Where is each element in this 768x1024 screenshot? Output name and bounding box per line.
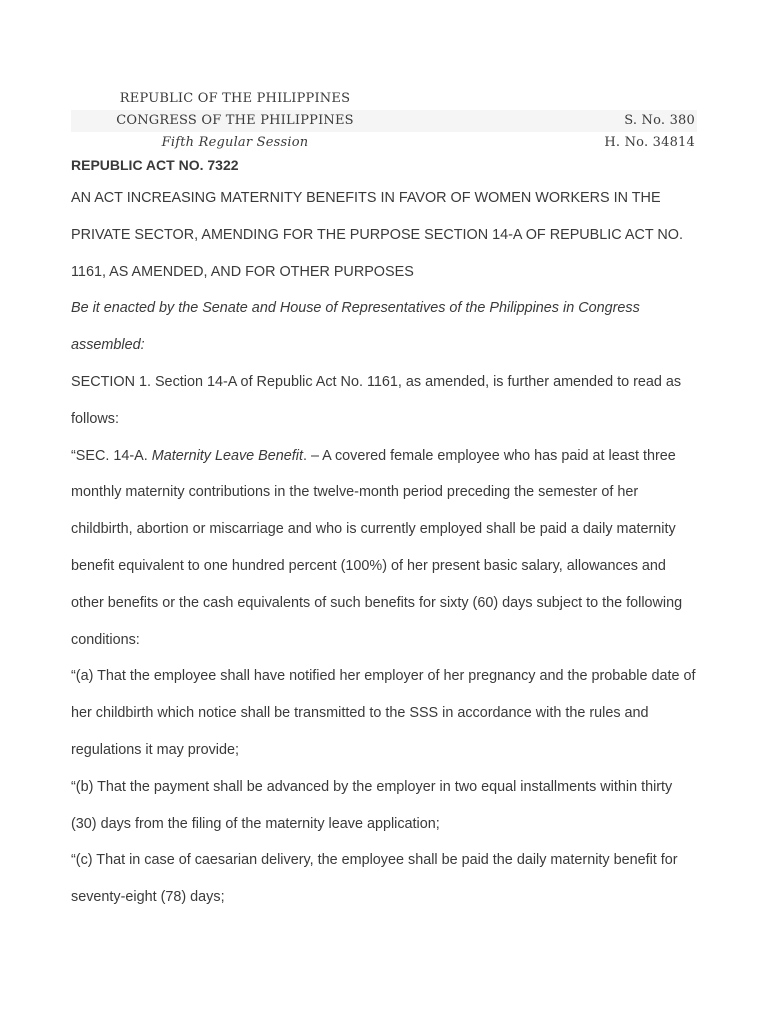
act-number: REPUBLIC ACT NO. 7322: [71, 157, 239, 173]
enacting-clause: Be it enacted by the Senate and House of Representatives of the Philippines in Congress assembled:: [71, 300, 640, 354]
senate-bill-number: S. No. 380: [624, 113, 695, 128]
header-republic: REPUBLIC OF THE PHILIPPINES: [119, 91, 351, 106]
condition-a: “(a) That the employee shall have notified her employer of her pregnancy and the probable date of her childbirth which notice shall be transmitted to the SSS in accordance with the rules and regulations it may provide;: [71, 668, 696, 758]
condition-b: “(b) That the payment shall be advanced by the employer in two equal installments within thirty (30) days from the filing of the maternity leave application;: [71, 778, 673, 832]
section-14a-body: . – A covered female employee who has paid at least three monthly maternity contributions in the twelve-month period preceding the semester of her childbirth, abortion or miscarriage and who is currently employed shall be paid a daily maternity benefit equivalent to one hundred percent (100%) of her present basic salary, allowances and other benefits or the cash equivalents of such benefits for sixty (60) days subject to the following conditions:: [71, 447, 683, 648]
section-1: SECTION 1. Section 14-A of Republic Act No. 1161, as amended, is further amended to read as follows:: [71, 373, 682, 427]
section-14a-prefix: “SEC. 14-A.: [71, 447, 152, 464]
condition-c: “(c) That in case of caesarian delivery, the employee shall be paid the daily maternity benefit for seventy-eight (78) days;: [71, 852, 678, 906]
document-page: [71, 88, 697, 916]
act-title: AN ACT INCREASING MATERNITY BENEFITS IN FAVOR OF WOMEN WORKERS IN THE PRIVATE SECTOR, AMENDING FOR THE PURPOSE SECTION 14-A OF REPUBLIC ACT NO. 1161, AS AMENDED, AND FOR OTHER PURPOSES: [71, 190, 683, 280]
header-republic-row: [71, 88, 697, 110]
house-bill-number: H. No. 34814: [604, 135, 695, 150]
header-congress-row: [71, 110, 697, 132]
header-session-row: [71, 132, 697, 154]
header-congress: CONGRESS OF THE PHILIPPINES: [116, 113, 354, 128]
section-14a-heading: Maternity Leave Benefit: [151, 447, 303, 464]
section-14a: [71, 438, 697, 659]
header-session: Fifth Regular Session: [161, 135, 309, 150]
